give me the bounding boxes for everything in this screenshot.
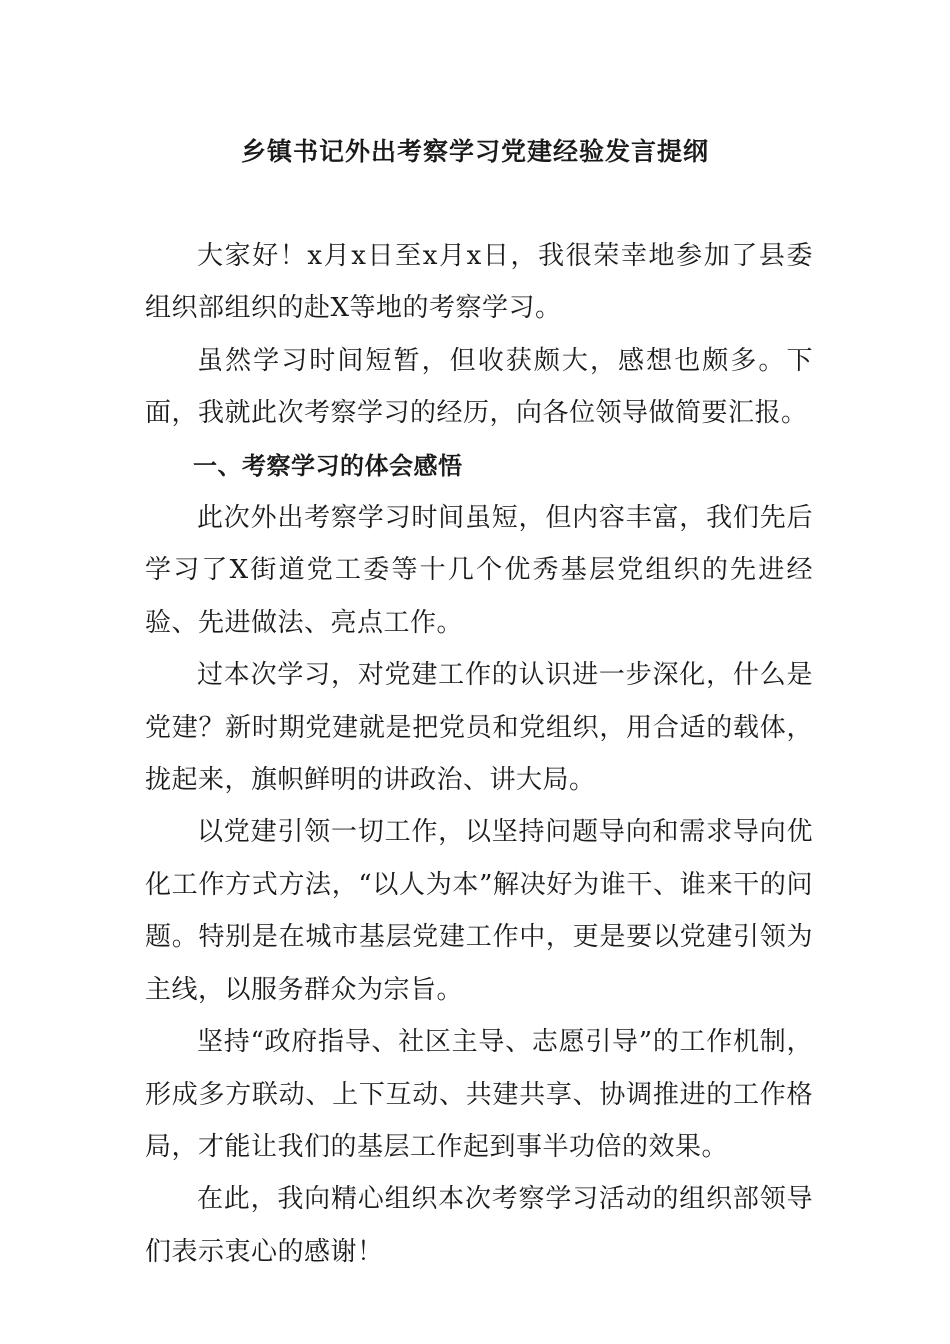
paragraph-greeting: 大家好！x月x日至x月x日，我很荣幸地参加了县委组织部组织的赴X等地的考察学习。 [145,241,813,324]
paragraph-party-building: 过本次学习，对党建工作的认识进一步深化，什么是党建？新时期党建就是把党员和党组织，用合适的载体，拢起来，旗帜鲜明的讲政治、讲大局。 [145,660,813,796]
paragraph-leadership: 以党建引领一切工作，以坚持问题导向和需求导向优化工作方式方法，“以人为本”解决好为谁干、谁来干的问题。特别是在城市基层党建工作中，更是要以党建引领为主线，以服务群众为宗旨。 [145,817,813,1005]
paragraph-thanks: 在此，我向精心组织本次考察学习活动的组织部领导们表示衷心的感谢！ [145,1184,813,1267]
section-heading: 一、考察学习的体会感悟 [193,450,463,480]
paragraph-mechanism: 坚持“政府指导、社区主导、志愿引导”的工作机制，形成多方联动、上下互动、共建共享、协调推进的工作格局，才能让我们的基层工作起到事半功倍的效果。 [145,1027,813,1162]
document-body [145,230,813,1278]
paragraph-study-content: 此次外出考察学习时间虽短，但内容丰富，我们先后学习了X街道党工委等十几个优秀基层党组织的先进经验、先进做法、亮点工作。 [145,503,813,638]
paragraph-intro: 虽然学习时间短暂，但收获颇大，感想也颇多。下面，我就此次考察学习的经历，向各位领导做简要汇报。 [145,345,813,429]
document-title: 乡镇书记外出考察学习党建经验发言提纲 [240,137,709,166]
